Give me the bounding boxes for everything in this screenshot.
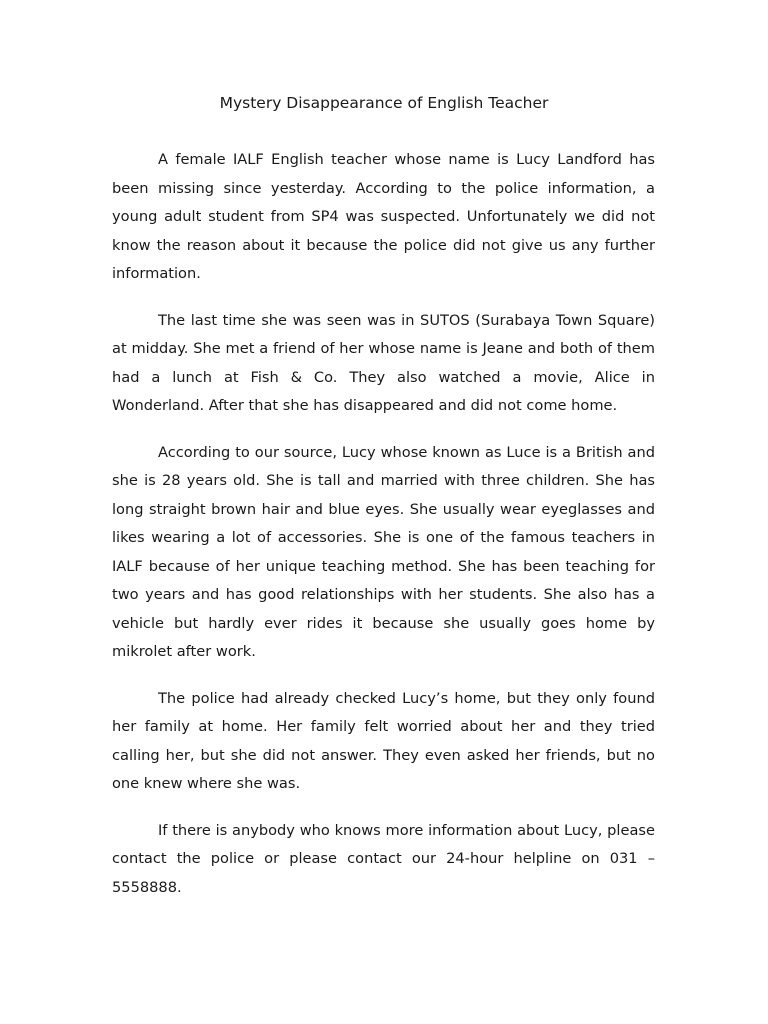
document-body [112, 146, 655, 920]
paragraph-1: A female IALF English teacher whose name is Lucy Landford has been missing since yesterday. According to the police information, a young adult student from SP4 was suspected. Unfortunately we did not know the reason about it because the police did not give us any further information. [112, 151, 655, 282]
paragraph-4: The police had already checked Lucy’s home, but they only found her family at home. Her family felt worried about her and they tried calling her, but she did not answer. They even asked her friends, but no one knew where she was. [112, 689, 655, 792]
paragraph-5: If there is anybody who knows more information about Lucy, please contact the police or please contact our 24-hour helpline on 031 – 5558888. [112, 821, 655, 896]
paragraph-2: The last time she was seen was in SUTOS (Surabaya Town Square) at midday. She met a friend of her whose name is Jeane and both of them had a lunch at Fish & Co. They also watched a movie, Alice in Wonderland. After that she has disappeared and did not come home. [112, 311, 655, 414]
paragraph-3: According to our source, Lucy whose known as Luce is a British and she is 28 years old. She is tall and married with three children. She has long straight brown hair and blue eyes. She usually wear eyeglasses and likes wearing a lot of accessories. She is one of the famous teachers in IALF because of her unique teaching method. She has been teaching for two years and has good relationships with her students. She also has a vehicle but hardly ever rides it because she usually goes home by mikrolet after work. [112, 443, 655, 660]
document-title: Mystery Disappearance of English Teacher [219, 94, 549, 112]
